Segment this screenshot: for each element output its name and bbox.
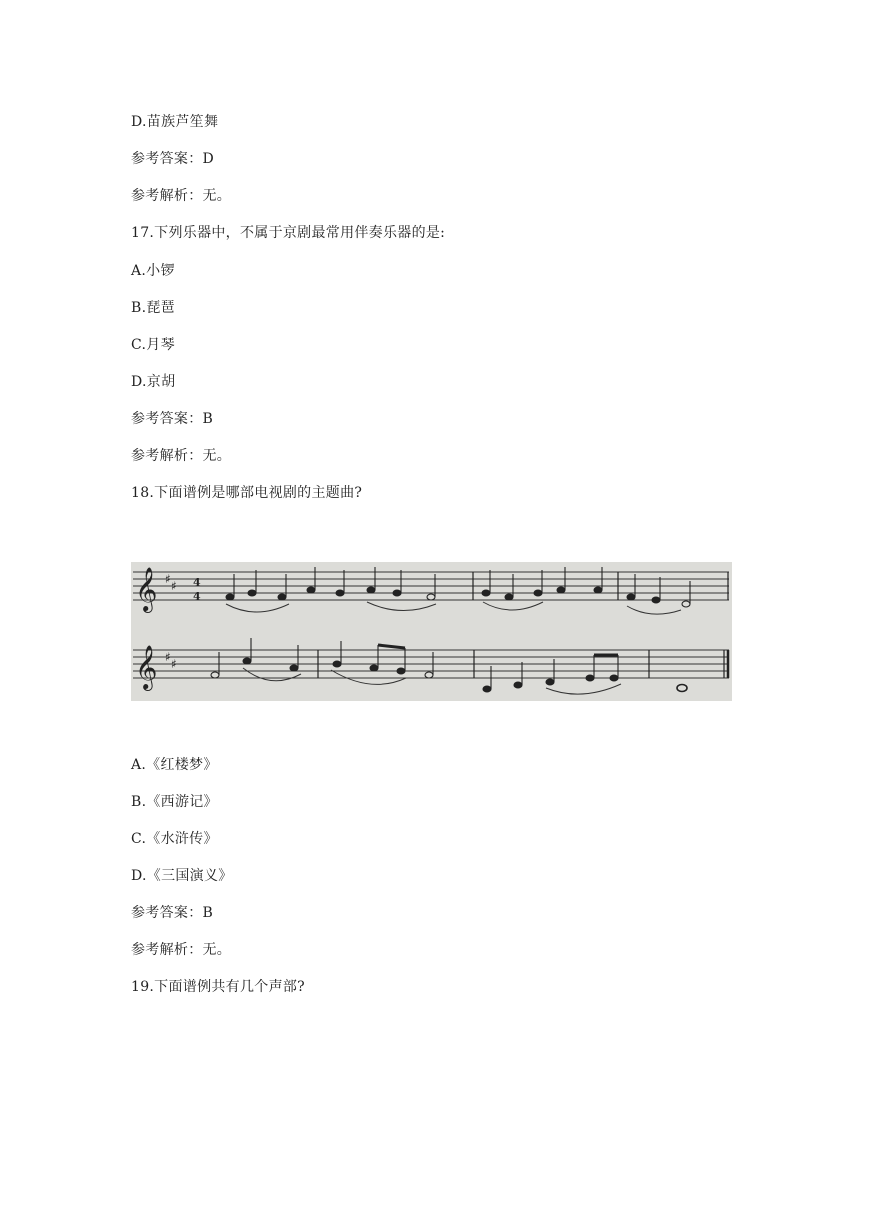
q18-option-b: B.《西游记》 (131, 794, 218, 810)
q17-option-d: D.京胡 (131, 374, 176, 390)
svg-text:♯: ♯ (165, 572, 171, 586)
svg-text:𝄞: 𝄞 (135, 645, 158, 689)
q16-answer: 参考答案：D (131, 151, 215, 167)
q17-question: 17.下列乐器中，不属于京剧最常用伴奏乐器的是: (131, 225, 446, 241)
q18-question: 18.下面谱例是哪部电视剧的主题曲? (131, 485, 363, 501)
q17-answer: 参考答案：B (131, 411, 214, 427)
q16-option-d: D.苗族芦笙舞 (131, 114, 219, 130)
q18-option-c: C.《水浒传》 (131, 831, 218, 847)
svg-text:♯: ♯ (171, 579, 177, 593)
q17-option-a: A.小锣 (131, 263, 175, 279)
q18-option-a: A.《红楼梦》 (131, 757, 218, 773)
music-score-image (131, 562, 732, 701)
svg-text:𝄞: 𝄞 (135, 567, 158, 611)
q18-option-d: D.《三国演义》 (131, 868, 233, 884)
q18-answer: 参考答案：B (131, 905, 214, 921)
svg-text:4: 4 (193, 576, 201, 589)
q17-option-c: C.月琴 (131, 337, 175, 353)
svg-text:♯: ♯ (165, 650, 171, 664)
q16-analysis: 参考解析：无。 (131, 188, 232, 204)
svg-text:4: 4 (193, 590, 201, 603)
q19-question: 19.下面谱例共有几个声部? (131, 979, 305, 995)
svg-text:♯: ♯ (171, 657, 177, 671)
q17-option-b: B.琵琶 (131, 300, 175, 316)
q17-analysis: 参考解析：无。 (131, 448, 232, 464)
q18-analysis: 参考解析：无。 (131, 942, 232, 958)
